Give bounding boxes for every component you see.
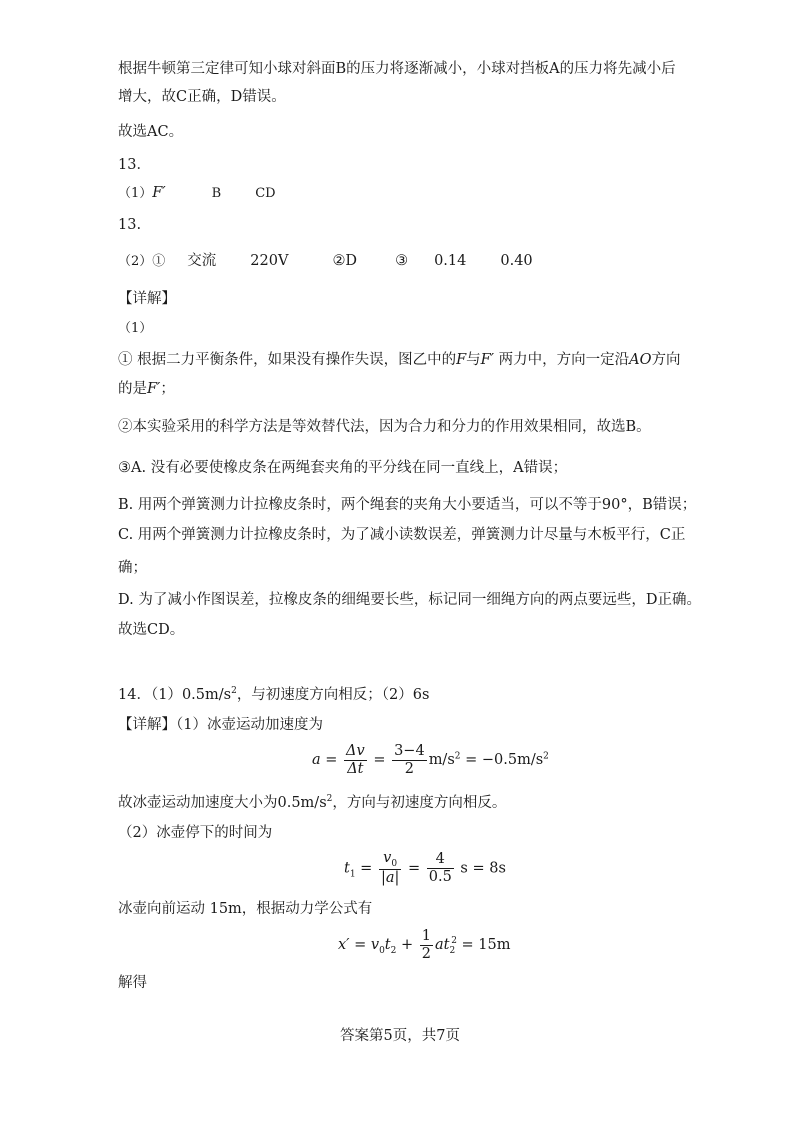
- section-heading: 【详解】: [118, 291, 176, 307]
- text-line: B. 用两个弹簧测力计拉橡皮条时，两个绳套的夹角大小要适当，可以不等于90°，B错误；: [118, 497, 697, 513]
- text-line: D. 为了减小作图误差，拉橡皮条的细绳要长些，标记同一细绳方向的两点要远些，D正确。: [118, 592, 701, 608]
- equation-stop-time: $t_1$ = $\frac{v_0}{|a|}$ = $\frac{4}{0.5}$ s = 8s: [344, 850, 506, 887]
- answer-value: 220V: [250, 253, 289, 269]
- answer-value: B: [211, 186, 222, 201]
- answer-part-label: （2）①: [118, 254, 166, 269]
- text-line: ① 根据二力平衡条件，如果没有操作失误，图乙中的F与F′ 两力中，方向一定沿AO方向: [118, 352, 681, 368]
- text-line: 故选CD。: [118, 622, 185, 638]
- answer-part-label: （1）: [118, 186, 153, 201]
- text-line: （2）冰壶停下的时间为: [118, 825, 273, 841]
- question-number: 13.: [118, 217, 142, 233]
- text-line: 根据牛顿第三定律可知小球对斜面B的压力将逐渐减小，小球对挡板A的压力将先减小后: [118, 61, 676, 77]
- text-line: 故冰壶运动加速度大小为$0.5m/s^2$，方向与初速度方向相反。: [118, 794, 507, 811]
- text-line: ③A. 没有必要使橡皮条在两绳套夹角的平分线在同一直线上，A错误；: [118, 460, 568, 476]
- text-line: C. 用两个弹簧测力计拉橡皮条时，为了减小读数误差，弹簧测力计尽量与木板平行，C正: [118, 527, 686, 543]
- text-line: 增大，故C正确，D错误。: [118, 89, 286, 105]
- text-line: 解得: [118, 975, 147, 991]
- equation-displacement: $x' = v_0t_2$ + $\frac{1}{2}$ $at_2^2 = 15m$: [338, 928, 511, 962]
- answer-value: F′: [152, 185, 166, 201]
- text-line: 【详解】（1）冰壶运动加速度为: [118, 717, 323, 733]
- text-line: 的是F′；: [118, 381, 175, 397]
- answer-value: 交流: [187, 253, 217, 269]
- text-line: 确；: [118, 560, 147, 576]
- question-number: 13．: [118, 157, 151, 173]
- answer-value: 0.14: [434, 253, 467, 269]
- text-line: 冰壶向前运动 15m，根据动力学公式有: [118, 901, 373, 917]
- text-line: ②本实验采用的科学方法是等效替代法，因为合力和分力的作用效果相同，故选B。: [118, 419, 651, 435]
- answer-value: CD: [255, 186, 276, 201]
- answer-value: ②D: [332, 253, 358, 269]
- answer-marker: ③: [395, 253, 409, 269]
- answer-line: [118, 186, 276, 201]
- answer-line: 14．$(1)0.5m/s^2$，与初速度方向相反；（2）6s: [118, 686, 430, 703]
- answer-line: [118, 254, 533, 269]
- equation-acceleration: a = $\frac{\Delta v}{\Delta t}$ = $\frac{3-4}{2}$ $m/s^2 = -0.5m/s^2$: [312, 743, 549, 777]
- text-line: 故选AC。: [118, 124, 184, 140]
- subsection-label: （1）: [118, 321, 153, 336]
- page-footer: 答案第5页，共7页: [340, 1028, 460, 1044]
- answer-value: 0.40: [500, 253, 533, 269]
